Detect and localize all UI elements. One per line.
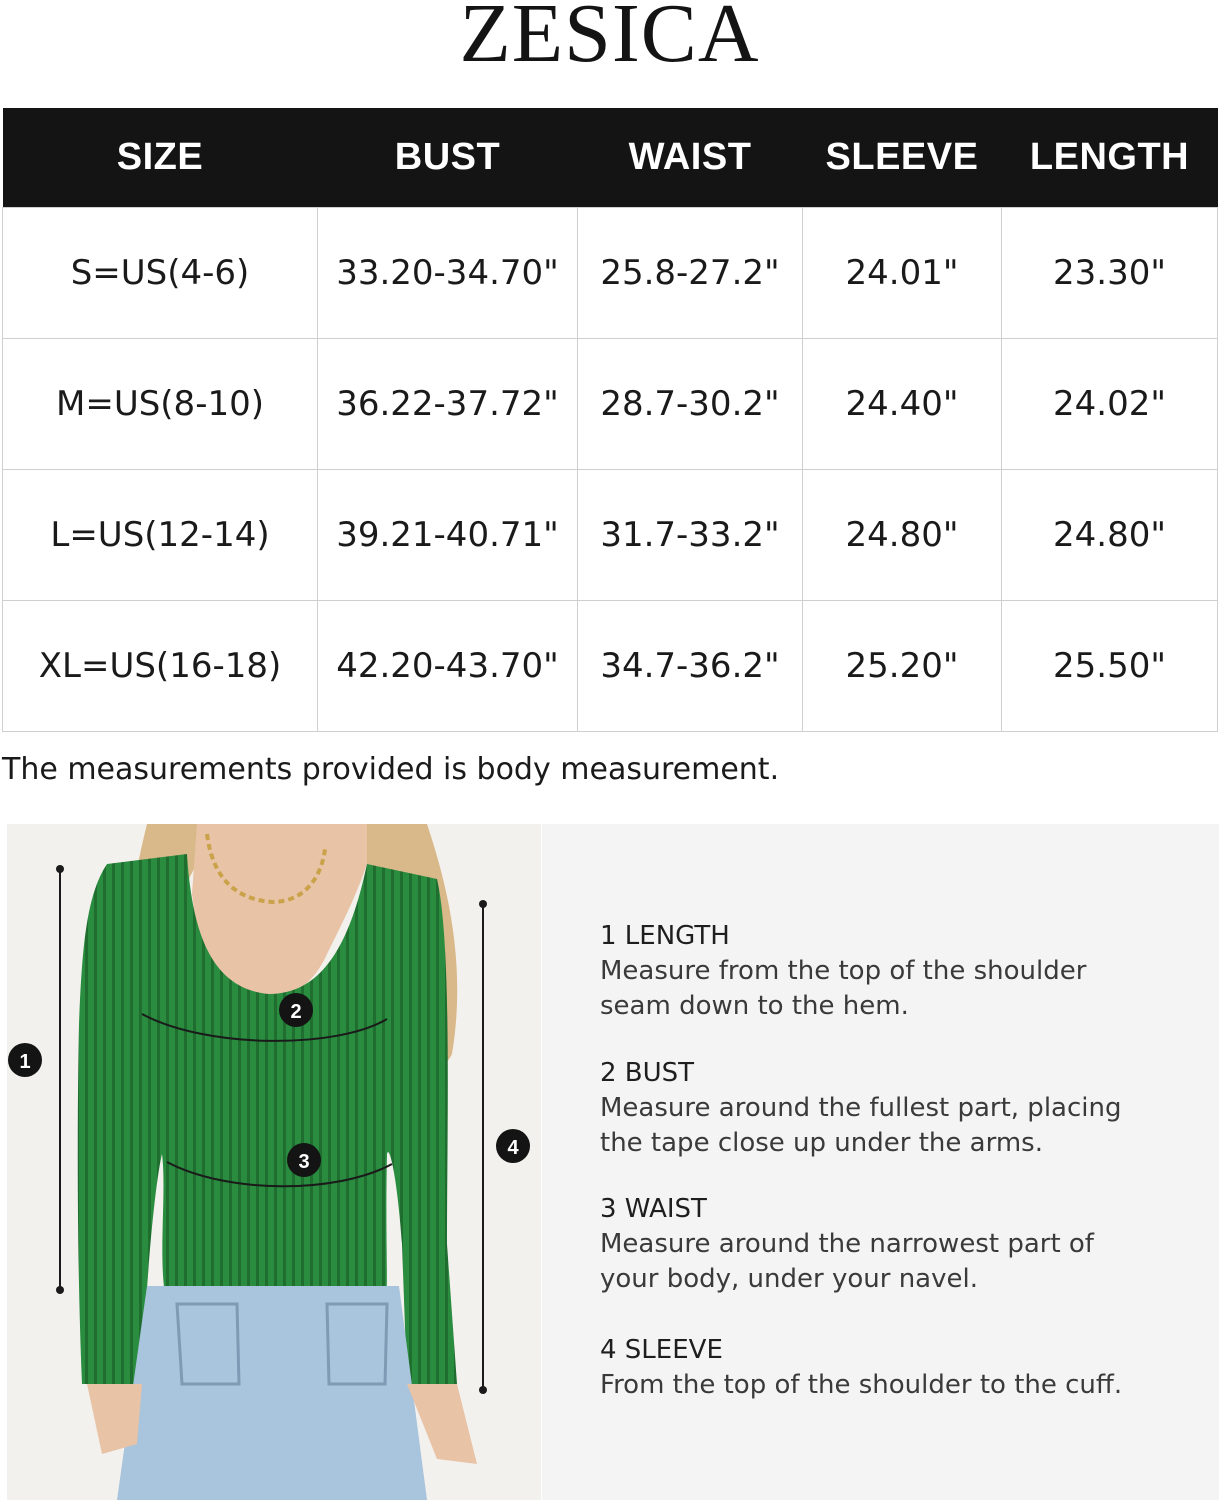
length-cell: 25.50" [1002,601,1218,732]
guide-step-title: 2 BUST [600,1058,695,1088]
sleeve-cell: 24.40" [803,339,1002,470]
column-header-sleeve: SLEEVE [803,108,1002,208]
waist-cell: 25.8-27.2" [578,208,803,339]
sleeve-cell: 24.80" [803,470,1002,601]
guide-step-title: 3 WAIST [600,1194,707,1224]
column-header-waist: WAIST [578,108,803,208]
table-row [3,339,1218,470]
measurement-guide-panel [542,824,1219,1500]
guide-step-title: 4 SLEEVE [600,1335,723,1365]
table-row [3,601,1218,732]
guide-step-desc-line: the tape close up under the arms. [600,1128,1043,1158]
size-cell: M=US(8-10) [3,339,318,470]
length-cell: 24.80" [1002,470,1218,601]
guide-step-desc-line: your body, under your navel. [600,1264,978,1294]
marker-sleeve [496,1129,530,1163]
bust-cell: 36.22-37.72" [318,339,578,470]
guide-step-desc-line: Measure around the fullest part, placing [600,1093,1122,1123]
brand-logo: ZESICA [459,0,760,80]
bust-cell: 39.21-40.71" [318,470,578,601]
guide-step-length [600,918,1200,1024]
guide-step-desc-line: Measure around the narrowest part of [600,1229,1094,1259]
measurement-markers [7,824,541,1500]
waist-cell: 31.7-33.2" [578,470,803,601]
marker-bust [279,993,313,1027]
svg-text:4: 4 [507,1137,519,1159]
guide-step-waist [600,1191,1200,1297]
guide-step-title: 1 LENGTH [600,921,730,951]
sleeve-cell: 25.20" [803,601,1002,732]
svg-text:2: 2 [290,1001,302,1023]
sleeve-cell: 24.01" [803,208,1002,339]
marker-length [8,1043,42,1077]
guide-step-sleeve [600,1332,1200,1403]
table-row [3,470,1218,601]
waist-cell: 34.7-36.2" [578,601,803,732]
guide-step-desc-line: Measure from the top of the shoulder [600,956,1087,986]
size-cell: L=US(12-14) [3,470,318,601]
length-cell: 23.30" [1002,208,1218,339]
column-header-size: SIZE [3,108,318,208]
size-cell: XL=US(16-18) [3,601,318,732]
guide-step-desc-line: seam down to the hem. [600,991,909,1021]
measurement-note: The measurements provided is body measurement. [2,752,780,787]
size-chart-table [2,108,1218,732]
size-cell: S=US(4-6) [3,208,318,339]
table-header-row [3,108,1218,208]
marker-waist [287,1143,321,1177]
svg-text:3: 3 [298,1151,310,1173]
column-header-length: LENGTH [1002,108,1218,208]
svg-text:1: 1 [19,1051,31,1073]
table-row [3,208,1218,339]
bust-cell: 42.20-43.70" [318,601,578,732]
length-cell: 24.02" [1002,339,1218,470]
model-photo [7,824,541,1500]
waist-cell: 28.7-30.2" [578,339,803,470]
column-header-bust: BUST [318,108,578,208]
guide-step-bust [600,1055,1200,1161]
guide-step-desc-line: From the top of the shoulder to the cuff. [600,1370,1123,1400]
bust-cell: 33.20-34.70" [318,208,578,339]
